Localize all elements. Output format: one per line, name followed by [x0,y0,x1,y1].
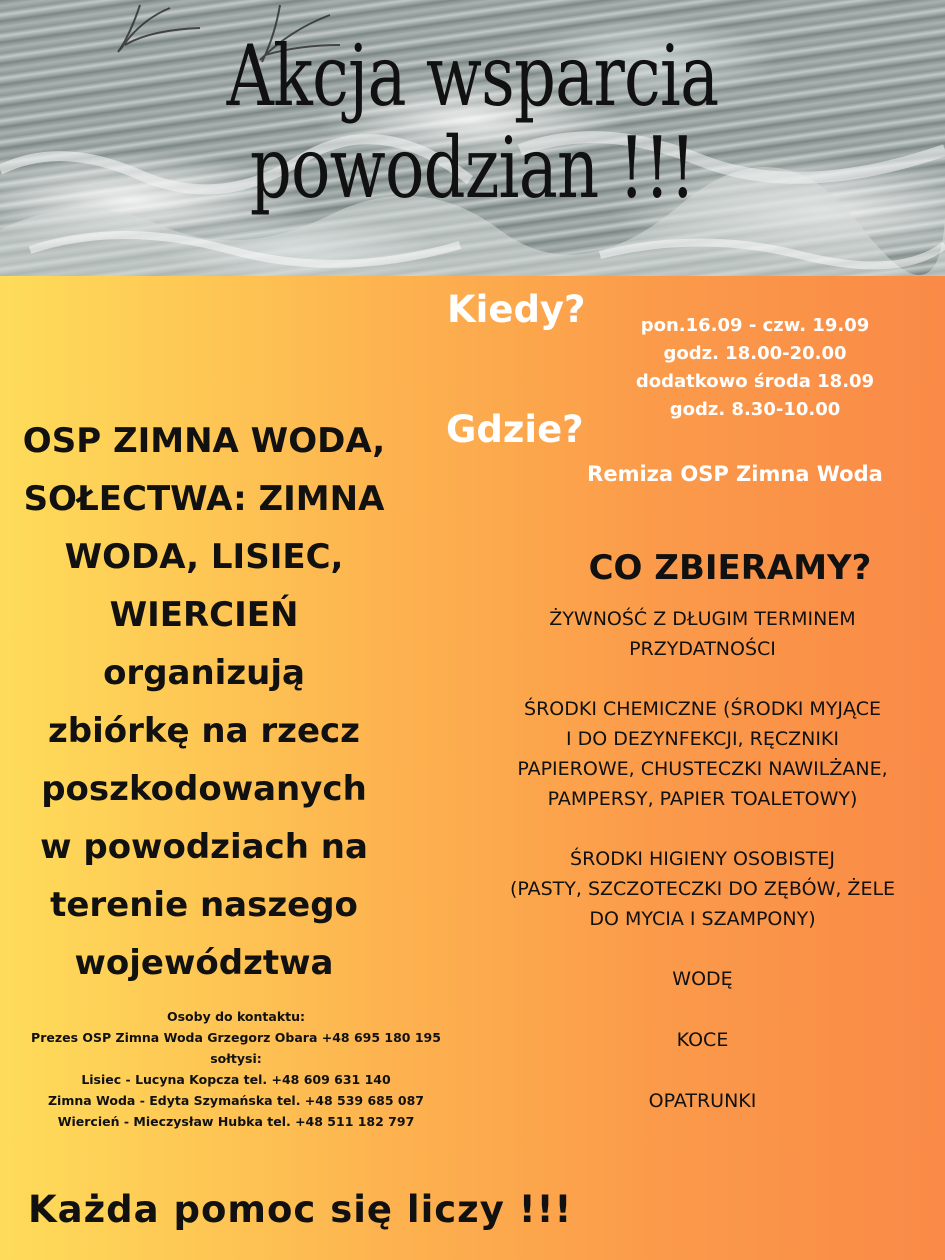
org-line-7: poszkodowanych [41,769,367,809]
org-line-1: OSP ZIMNA WODA, [22,421,386,461]
collect-title: CO ZBIERAMY? [588,548,872,588]
collect-dressings: OPATRUNKI [648,1090,757,1112]
hero-banner [0,0,945,276]
org-line-8: w powodziach na [40,827,368,867]
collect-chemicals-line-2: I DO DEZYNFEKCJI, RĘCZNIKI [565,728,839,750]
when-label: Kiedy? [447,288,586,331]
collect-hygiene [460,844,945,934]
org-line-9: terenie naszego [50,885,358,925]
org-line-5: organizują [103,653,305,693]
poster-body [0,276,945,1260]
collect-water: WODĘ [672,968,733,990]
collect-list [460,604,945,1147]
hero-title-line-2: powodzian !!! [249,119,696,217]
org-line-10: województwa [74,943,334,983]
collect-blankets: KOCE [676,1029,729,1051]
collect-food-line-1: ŻYWNOŚĆ Z DŁUGIM TERMINEM [549,608,856,630]
org-line-4: WIERCIEŃ [109,595,299,635]
collect-food [460,604,945,664]
when-line-3: dodatkowo środa 18.09 [635,371,875,392]
org-line-2: SOŁECTWA: ZIMNA [23,479,385,519]
collect-hygiene-line-3: DO MYCIA I SZAMPONY) [589,908,816,930]
where-label: Gdzie? [446,408,584,451]
when-line-4: godz. 8.30-10.00 [669,399,841,420]
contact-line-zimna-woda: Zimna Woda - Edyta Szymańska tel. +48 539 685 087 [47,1093,425,1108]
hero-title [104,27,841,217]
contact-line-wiercien: Wiercień - Mieczysław Hubka tel. +48 511 182 797 [57,1114,415,1129]
when-line-2: godz. 18.00-20.00 [663,343,847,364]
org-line-6: zbiórkę na rzecz [48,711,360,751]
collect-chemicals-line-3: PAPIEROWE, CHUSTECZKI NAWILŻANE, [517,758,888,780]
contact-line-lisiec: Lisiec - Lucyna Kopcza tel. +48 609 631 140 [81,1072,391,1087]
where-value: Remiza OSP Zimna Woda [587,462,883,486]
collect-hygiene-line-2: (PASTY, SZCZOTECZKI DO ZĘBÓW, ŻELE [509,878,896,900]
footer-slogan: Każda pomoc się liczy !!! [28,1188,573,1231]
collect-chemicals [460,694,945,814]
contact-heading: Osoby do kontaktu: [166,1009,306,1024]
hero-title-line-1: Akcja wsparcia [226,27,719,125]
contact-line-soltysi: sołtysi: [210,1051,262,1066]
contact-line-president: Prezes OSP Zimna Woda Grzegorz Obara +48 695 180 195 [31,1030,441,1045]
collect-food-line-2: PRZYDATNOŚCI [629,638,776,660]
when-line-1: pon.16.09 - czw. 19.09 [640,315,870,336]
contact-block [0,1006,472,1132]
org-line-3: WODA, LISIEC, [64,537,344,577]
organizers-text [4,412,404,992]
collect-hygiene-line-1: ŚRODKI HIGIENY OSOBISTEJ [570,848,835,870]
when-details [610,312,900,424]
collect-chemicals-line-4: PAMPERSY, PAPIER TOALETOWY) [547,788,858,810]
collect-chemicals-line-1: ŚRODKI CHEMICZNE (ŚRODKI MYJĄCE [524,698,881,720]
